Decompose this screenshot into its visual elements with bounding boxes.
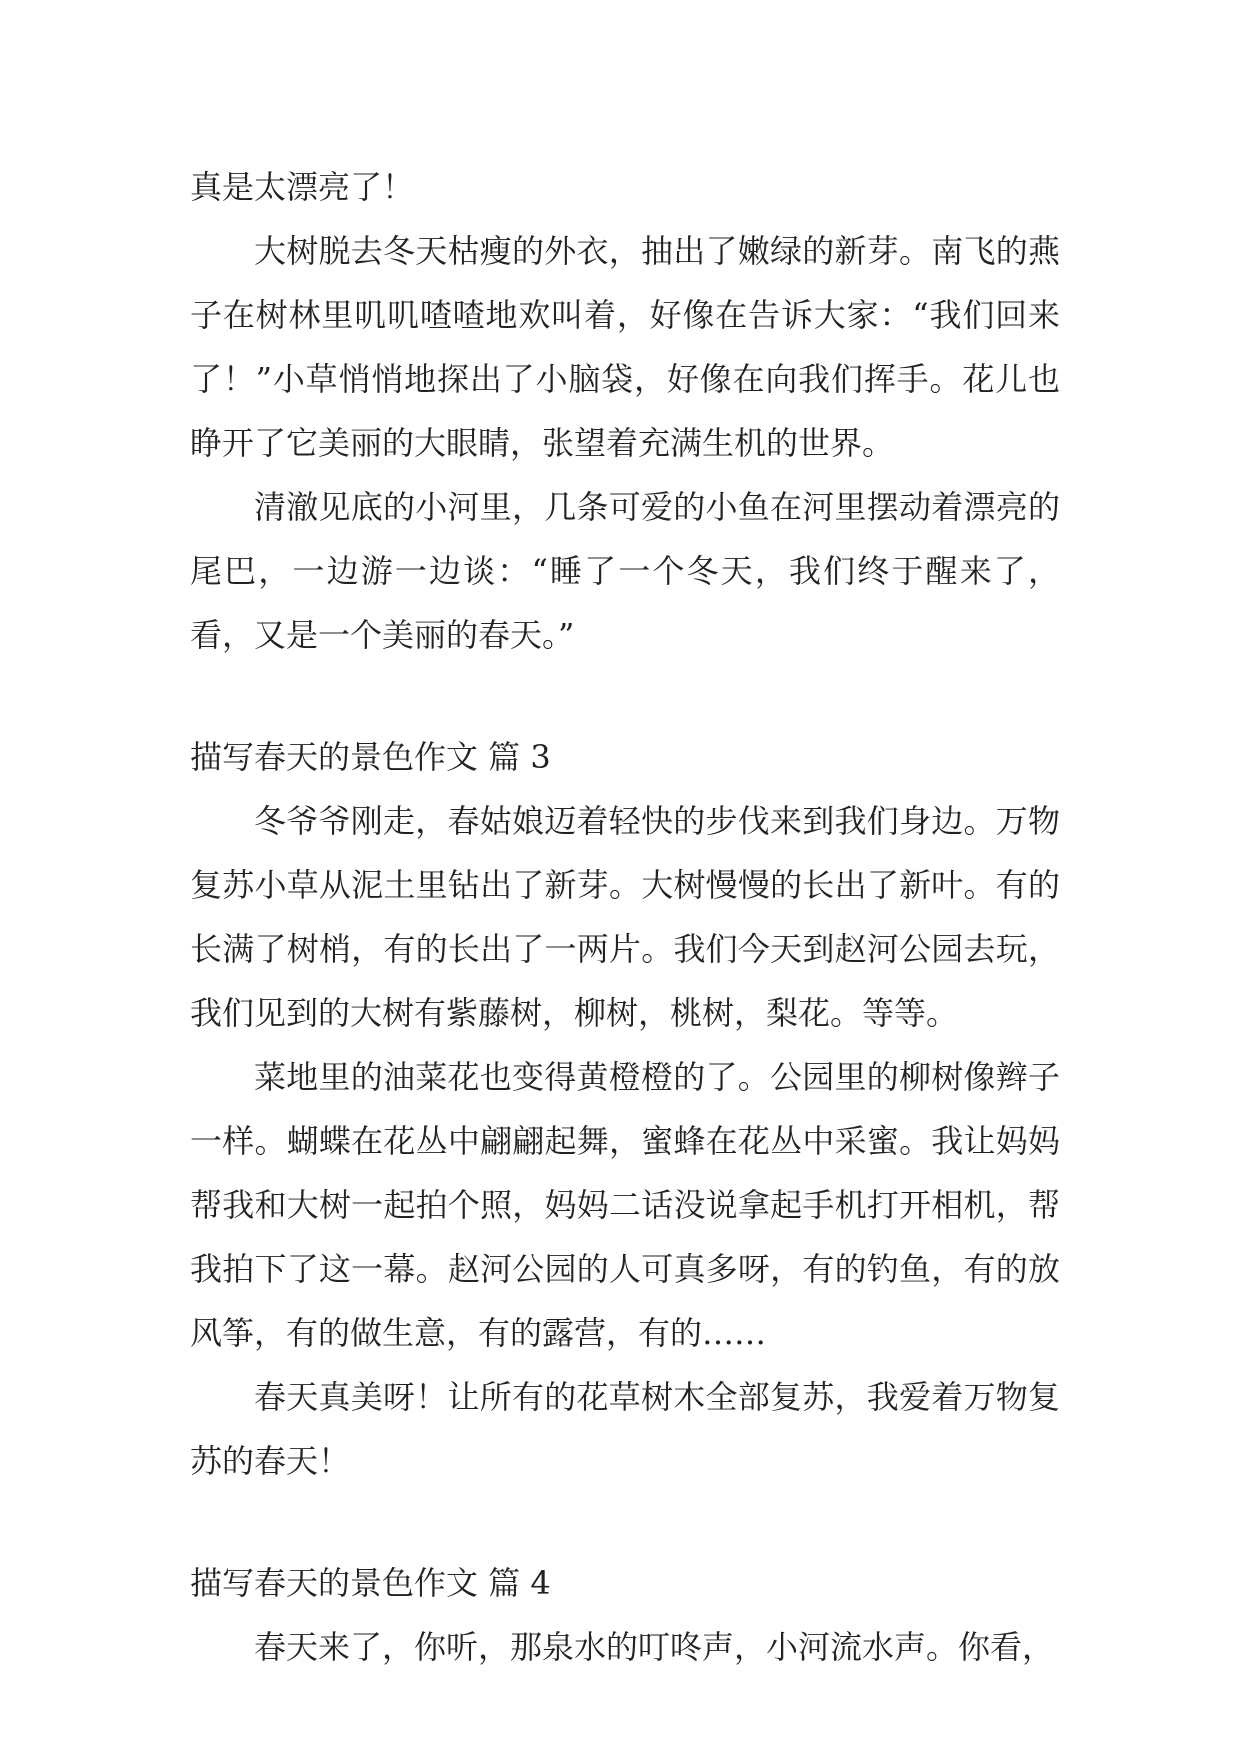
paragraph: 真是太漂亮了！ xyxy=(190,168,415,206)
paragraph: 大树脱去冬天枯瘦的外衣，抽出了嫩绿的新芽。南飞的燕子在树林里叽叽喳喳地欢叫着，好像在告诉大家：“我们回来了！”小草悄悄地探出了小脑袋，好像在向我们挥手。花儿也睁开了它美丽的大眼睛，张望着充满生机的世界。 xyxy=(190,232,1060,462)
section-heading-4: 描写春天的景色作文 篇 4 xyxy=(190,1564,551,1602)
paragraph: 冬爷爷刚走，春姑娘迈着轻快的步伐来到我们身边。万物复苏小草从泥土里钻出了新芽。大树慢慢的长出了新叶。有的长满了树梢，有的长出了一两片。我们今天到赵河公园去玩，我们见到的大树有紫藤树，柳树，桃树，梨花。等等。 xyxy=(190,802,1060,1032)
paragraph: 清澈见底的小河里，几条可爱的小鱼在河里摆动着漂亮的尾巴，一边游一边谈：“睡了一个冬天，我们终于醒来了，看，又是一个美丽的春天。” xyxy=(190,488,1060,654)
paragraph: 菜地里的油菜花也变得黄橙橙的了。公园里的柳树像辫子一样。蝴蝶在花丛中翩翩起舞，蜜蜂在花丛中采蜜。我让妈妈帮我和大树一起拍个照，妈妈二话没说拿起手机打开相机，帮我拍下了这一幕。赵河公园的人可真多呀，有的钓鱼，有的放风筝，有的做生意，有的露营，有的…… xyxy=(190,1058,1060,1352)
paragraph: 春天真美呀！让所有的花草树木全部复苏，我爱着万物复苏的春天！ xyxy=(190,1378,1060,1480)
paragraph: 春天来了，你听，那泉水的叮咚声，小河流水声。你看， xyxy=(254,1628,1055,1666)
document-body xyxy=(190,155,1060,1679)
section-heading-3: 描写春天的景色作文 篇 3 xyxy=(190,738,551,776)
